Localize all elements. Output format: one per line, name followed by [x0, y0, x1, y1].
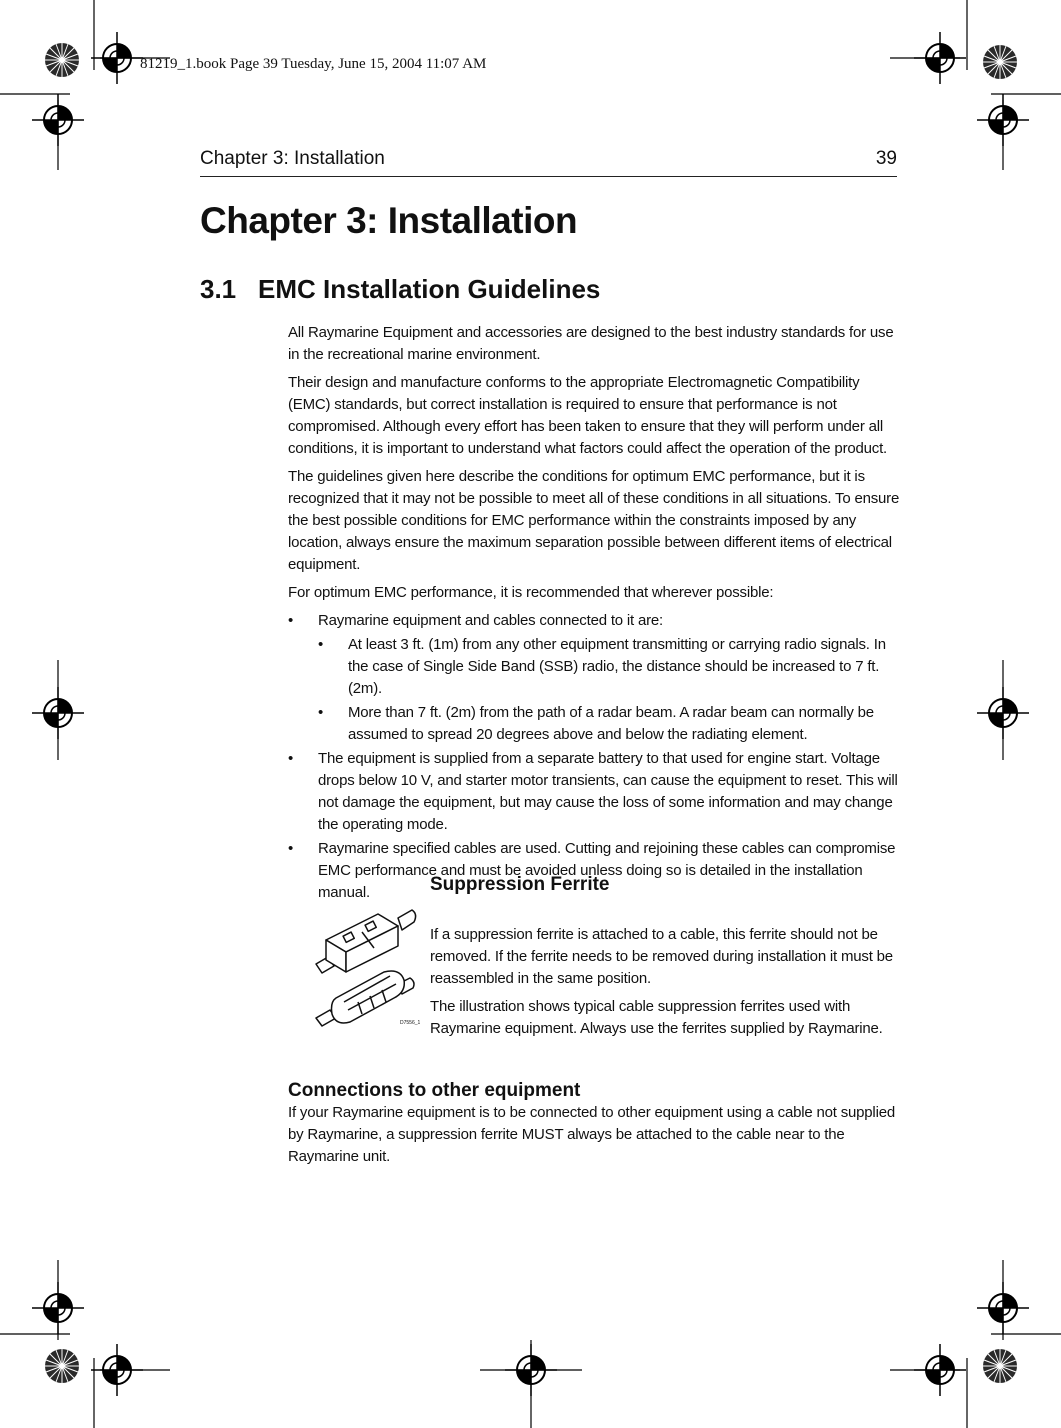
ferrite-illustration [314, 902, 420, 1028]
paragraph: The illustration shows typical cable suppression ferrites used with Raymarine equipment. Always use the ferrites supplied by Raymarine. [430, 998, 883, 1037]
bullet-marker: • [318, 636, 324, 653]
running-header-title: Chapter 3: Installation [200, 148, 385, 169]
section-heading [200, 274, 600, 305]
paragraph: All Raymarine Equipment and accessories are designed to the best industry standards for use in the recreational marine environment. [288, 324, 894, 363]
running-header [200, 148, 897, 177]
list-item [318, 702, 900, 746]
bullet-marker: • [288, 750, 294, 767]
list-item-text: More than 7 ft. (2m) from the path of a radar beam. A radar beam can normally be assumed to spread 20 degrees above and below the radiating element. [348, 704, 874, 743]
list-item [288, 610, 900, 746]
page-number: 39 [875, 148, 897, 169]
list-item-text: At least 3 ft. (1m) from any other equipment transmitting or carrying radio signals. In the case of Single Side Band (SSB) radio, the distance should be increased to 7 ft. (2m). [348, 636, 886, 697]
print-slug: 81219_1.book Page 39 Tuesday, June 15, 2004 11:07 AM [140, 56, 487, 72]
connections-heading: Connections to other equipment [288, 1080, 581, 1101]
figure-code: D7556_1 [400, 1020, 420, 1026]
bullet-marker: • [288, 612, 294, 629]
paragraph: For optimum EMC performance, it is recommended that wherever possible: [288, 584, 774, 601]
paragraph: If your Raymarine equipment is to be connected to other equipment using a cable not supplied by Raymarine, a suppression ferrite MUST always be attached to the cable near to the Raymarine unit. [288, 1104, 895, 1165]
ferrite-text [430, 924, 900, 1046]
list-item-text: Raymarine specified cables are used. Cutting and rejoining these cables can compromise EMC performance and must be avoided unless doing so is detailed in the installation manual. [318, 840, 896, 901]
list-item-text: The equipment is supplied from a separate battery to that used for engine start. Voltage drops below 10 V, and starter motor transients, can cause the equipment to reset. This will not damage the equipment, but may cause the loss of some information and may change the operating mode. [318, 750, 898, 833]
connections-text [288, 1102, 900, 1168]
bullet-marker: • [288, 840, 294, 857]
paragraph: Their design and manufacture conforms to the appropriate Electromagnetic Compatibility (EMC) standards, but correct installation is required to ensure that performance is not compromised. Although every effort has been taken to ensure that they will perform under all conditions, it is important to understand what factors could affect the operation of the product. [288, 374, 888, 457]
ferrite-heading: Suppression Ferrite [430, 874, 610, 895]
bullet-marker: • [318, 704, 324, 721]
body-text [288, 322, 900, 906]
paragraph: The guidelines given here describe the conditions for optimum EMC performance, but it is recognized that it may not be possible to meet all of these conditions in all situations. To ensure the best possible conditions for EMC performance within the constraints imposed by any location, always ensure the maximum separation possible between different items of electrical equipment. [288, 468, 900, 573]
paragraph: If a suppression ferrite is attached to a cable, this ferrite should not be removed. If the ferrite needs to be removed during installation it must be reassembled in the same position. [430, 926, 893, 987]
list-item [318, 634, 900, 700]
list-item [288, 748, 900, 836]
list-item-text: Raymarine equipment and cables connected to it are: [318, 612, 664, 629]
section-number: 3.1 [200, 274, 237, 304]
section-title: EMC Installation Guidelines [258, 274, 601, 304]
sub-bullet-list [318, 634, 900, 746]
chapter-title: Chapter 3: Installation [200, 200, 578, 241]
bullet-list [288, 610, 900, 904]
